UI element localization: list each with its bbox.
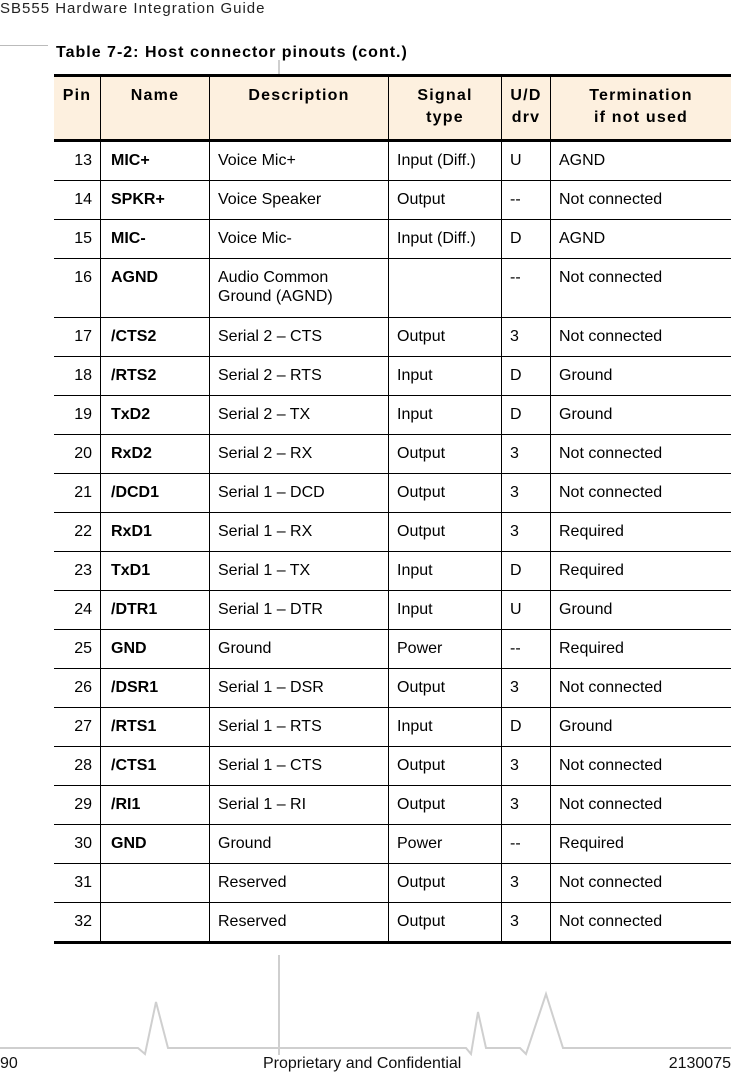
- description-cell: [210, 357, 389, 396]
- table-row: [54, 141, 731, 181]
- name-cell: [101, 864, 210, 903]
- name-cell: /DCD1: [101, 474, 210, 513]
- termination-cell: Ground: [551, 357, 731, 396]
- table-header-row: [54, 76, 731, 141]
- description-line: Serial 2 – TX: [218, 406, 311, 423]
- termination-cell: Not connected: [551, 903, 731, 943]
- table-row: [54, 825, 731, 864]
- pin-cell: 30: [54, 825, 101, 864]
- description-cell: [210, 552, 389, 591]
- table-row: [54, 357, 731, 396]
- description-cell: [210, 181, 389, 220]
- description-line: Audio Common: [218, 269, 329, 286]
- signal-type-cell: Input: [389, 396, 502, 435]
- pin-cell: 23: [54, 552, 101, 591]
- description-cell: [210, 318, 389, 357]
- pin-cell: 18: [54, 357, 101, 396]
- table-row: [54, 396, 731, 435]
- termination-cell: Not connected: [551, 181, 731, 220]
- description-cell: [210, 669, 389, 708]
- table-row: [54, 708, 731, 747]
- column-header-text: drv: [511, 109, 541, 126]
- description-cell: [210, 825, 389, 864]
- termination-cell: Not connected: [551, 435, 731, 474]
- termination-cell: Not connected: [551, 318, 731, 357]
- table-row: [54, 513, 731, 552]
- ud-drv-cell: U: [502, 591, 551, 630]
- column-header-text: if not used: [593, 109, 689, 126]
- table-row: [54, 903, 731, 943]
- table-row: [54, 318, 731, 357]
- column-header-ud-drv: [502, 76, 551, 141]
- pin-cell: 13: [74, 152, 92, 169]
- description-cell: [210, 591, 389, 630]
- description-cell: [210, 903, 389, 943]
- ud-drv-cell: 3: [502, 318, 551, 357]
- ud-drv-cell: 3: [502, 747, 551, 786]
- description-line: Serial 2 – RX: [218, 445, 313, 462]
- termination-cell: Required: [551, 513, 731, 552]
- name-cell: MIC-: [101, 220, 210, 259]
- termination-cell: Required: [551, 825, 731, 864]
- name-cell: /RTS2: [101, 357, 210, 396]
- table-row: [54, 630, 731, 669]
- signal-type-cell: Input: [389, 708, 502, 747]
- description-cell: [210, 396, 389, 435]
- description-line: Ground: [218, 835, 272, 852]
- description-line: Serial 1 – RTS: [218, 718, 322, 735]
- signal-type-cell: Output: [389, 864, 502, 903]
- pinout-table: [54, 74, 731, 944]
- table-row: [54, 474, 731, 513]
- column-header-text: Signal: [417, 87, 473, 104]
- ud-drv-cell: --: [502, 630, 551, 669]
- description-line: Voice Mic+: [218, 152, 296, 169]
- pin-cell: 20: [54, 435, 101, 474]
- table-body: [54, 141, 731, 943]
- ud-drv-cell: D: [502, 220, 551, 259]
- name-cell: /CTS2: [101, 318, 210, 357]
- footer-document-number: 2130075: [668, 1055, 731, 1072]
- description-cell: [210, 630, 389, 669]
- decorative-rule: [0, 45, 48, 46]
- name-cell: /DTR1: [101, 591, 210, 630]
- pin-cell: 16: [54, 259, 101, 318]
- decorative-waveform: [0, 990, 731, 1056]
- name-cell: TxD2: [101, 396, 210, 435]
- column-header-text: Name: [130, 87, 180, 104]
- column-header-text: Description: [248, 87, 350, 104]
- signal-type-cell: Power: [389, 825, 502, 864]
- name-cell: SPKR+: [101, 181, 210, 220]
- termination-cell: Not connected: [551, 669, 731, 708]
- description-line: Serial 1 – CTS: [218, 757, 323, 774]
- signal-type-cell: Output: [389, 786, 502, 825]
- ud-drv-cell: 3: [502, 864, 551, 903]
- ud-drv-cell: --: [502, 825, 551, 864]
- name-cell: RxD2: [101, 435, 210, 474]
- description-cell: [210, 513, 389, 552]
- pin-cell: 15: [54, 220, 101, 259]
- pin-cell: 32: [54, 903, 101, 943]
- description-line: Ground (AGND): [218, 288, 333, 305]
- description-line: Ground: [218, 640, 272, 657]
- description-line: Serial 1 – TX: [218, 562, 311, 579]
- table-row: [54, 786, 731, 825]
- signal-type-cell: Output: [389, 669, 502, 708]
- signal-type-cell: Input (Diff.): [389, 141, 502, 181]
- description-line: Serial 1 – RX: [218, 523, 313, 540]
- name-cell: MIC+: [101, 141, 210, 181]
- table-row: [54, 259, 731, 318]
- table-row: [54, 435, 731, 474]
- name-cell: [101, 903, 210, 943]
- description-cell: [210, 259, 389, 318]
- description-cell: [210, 864, 389, 903]
- termination-cell: Required: [551, 552, 731, 591]
- description-cell: [210, 747, 389, 786]
- description-line: Reserved: [218, 874, 287, 891]
- ud-drv-cell: 3: [502, 435, 551, 474]
- ud-drv-cell: --: [502, 181, 551, 220]
- name-cell: /RI1: [101, 786, 210, 825]
- pin-cell: 22: [54, 513, 101, 552]
- signal-type-cell: Power: [389, 630, 502, 669]
- description-cell: [210, 786, 389, 825]
- pin-cell: 19: [54, 396, 101, 435]
- footer-confidentiality: Proprietary and Confidential: [263, 1055, 462, 1072]
- pin-cell: 29: [54, 786, 101, 825]
- name-cell: GND: [101, 630, 210, 669]
- termination-cell: Ground: [551, 708, 731, 747]
- name-cell: /DSR1: [101, 669, 210, 708]
- description-cell: [210, 220, 389, 259]
- column-header-signal-type: [389, 76, 502, 141]
- description-line: Serial 1 – DCD: [218, 484, 325, 501]
- termination-cell: AGND: [551, 220, 731, 259]
- column-header-pin: [54, 76, 101, 141]
- ud-drv-cell: 3: [502, 903, 551, 943]
- description-line: Serial 1 – RI: [218, 796, 307, 813]
- termination-cell: Not connected: [551, 474, 731, 513]
- column-header-text: U/D: [510, 87, 542, 104]
- column-header-text: Pin: [62, 87, 92, 104]
- ud-drv-cell: D: [502, 396, 551, 435]
- ud-drv-cell: D: [502, 357, 551, 396]
- running-header-title: SB555 Hardware Integration Guide: [0, 0, 266, 17]
- pin-cell: 28: [54, 747, 101, 786]
- description-line: Serial 2 – CTS: [218, 328, 323, 345]
- description-line: Reserved: [218, 913, 287, 930]
- name-cell: TxD1: [101, 552, 210, 591]
- column-header-name: [101, 76, 210, 141]
- table-row: [54, 591, 731, 630]
- description-cell: [210, 141, 389, 181]
- signal-type-cell: Output: [389, 318, 502, 357]
- description-cell: [210, 474, 389, 513]
- termination-cell: Not connected: [551, 786, 731, 825]
- name-cell: /RTS1: [101, 708, 210, 747]
- pin-cell: 14: [54, 181, 101, 220]
- ud-drv-cell: 3: [502, 786, 551, 825]
- description-cell: [210, 435, 389, 474]
- description-line: Voice Mic-: [218, 230, 292, 247]
- signal-type-cell: Output: [389, 747, 502, 786]
- signal-type-cell: Input: [389, 552, 502, 591]
- signal-type-cell: Output: [389, 474, 502, 513]
- pin-cell: 26: [54, 669, 101, 708]
- termination-cell: Not connected: [551, 864, 731, 903]
- description-line: Voice Speaker: [218, 191, 322, 208]
- ud-drv-cell: 3: [502, 474, 551, 513]
- signal-type-cell: Output: [389, 435, 502, 474]
- termination-cell: Ground: [551, 396, 731, 435]
- ud-drv-cell: D: [502, 708, 551, 747]
- table-row: [54, 669, 731, 708]
- termination-cell: Required: [551, 630, 731, 669]
- description-line: Serial 2 – RTS: [218, 367, 322, 384]
- termination-cell: Not connected: [551, 747, 731, 786]
- pin-cell: 17: [54, 318, 101, 357]
- table-row: [54, 181, 731, 220]
- column-header-text: type: [426, 109, 464, 126]
- pin-cell: 24: [54, 591, 101, 630]
- name-cell: /CTS1: [101, 747, 210, 786]
- name-cell: RxD1: [101, 513, 210, 552]
- table-row: [54, 220, 731, 259]
- column-header-description: [210, 76, 389, 141]
- description-line: Serial 1 – DSR: [218, 679, 324, 696]
- description-cell: [210, 708, 389, 747]
- column-header-termination: [551, 76, 731, 141]
- table-row: [54, 552, 731, 591]
- name-cell: AGND: [101, 259, 210, 318]
- ud-drv-cell: U: [502, 141, 551, 181]
- signal-type-cell: Input (Diff.): [389, 220, 502, 259]
- signal-type-cell: Output: [389, 181, 502, 220]
- ud-drv-cell: --: [502, 259, 551, 318]
- name-cell: GND: [101, 825, 210, 864]
- termination-cell: Not connected: [551, 259, 731, 318]
- ud-drv-cell: 3: [502, 669, 551, 708]
- termination-cell: Ground: [551, 591, 731, 630]
- pin-cell: 21: [54, 474, 101, 513]
- signal-type-cell: Input: [389, 591, 502, 630]
- signal-type-cell: [389, 259, 502, 318]
- table-row: [54, 747, 731, 786]
- termination-cell: AGND: [551, 141, 731, 181]
- pin-cell: 27: [54, 708, 101, 747]
- column-header-text: Termination: [589, 87, 693, 104]
- pin-cell: 31: [54, 864, 101, 903]
- signal-type-cell: Output: [389, 513, 502, 552]
- footer-page-number: 90: [0, 1055, 18, 1072]
- table-row: [54, 864, 731, 903]
- signal-type-cell: Input: [389, 357, 502, 396]
- ud-drv-cell: D: [502, 552, 551, 591]
- description-line: Serial 1 – DTR: [218, 601, 323, 618]
- ud-drv-cell: 3: [502, 513, 551, 552]
- pin-cell: 25: [54, 630, 101, 669]
- signal-type-cell: Output: [389, 903, 502, 943]
- table-caption: Table 7-2: Host connector pinouts (cont.): [56, 44, 408, 61]
